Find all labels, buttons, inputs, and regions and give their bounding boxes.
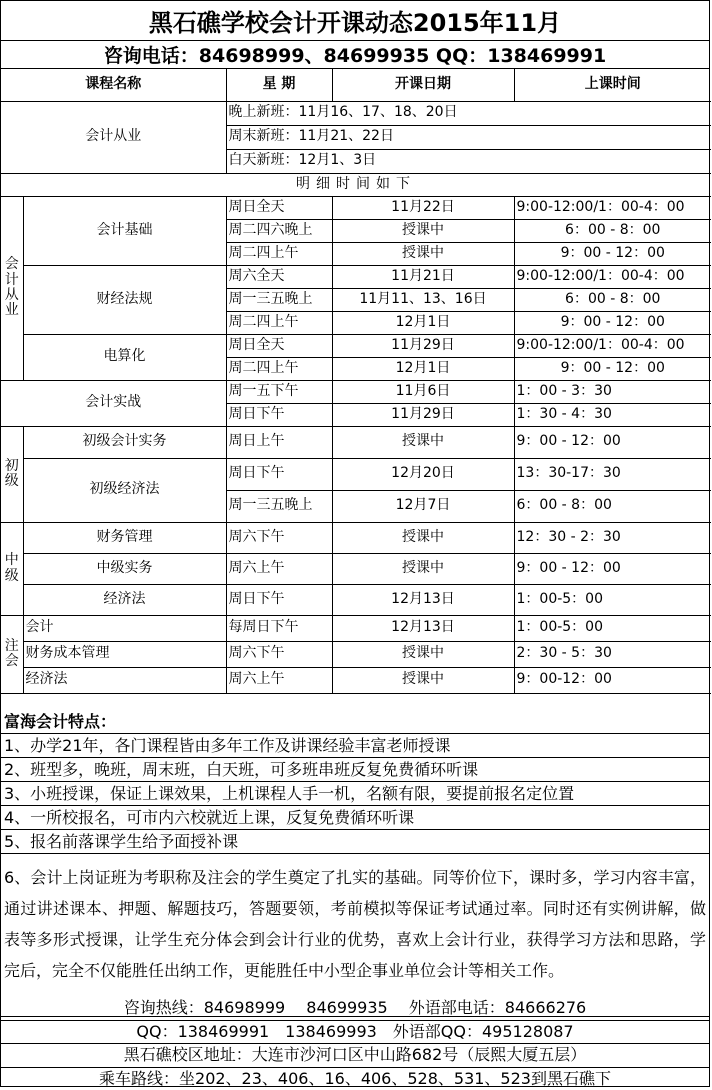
new-class-line: 白天新班：12月1、3日 (226, 149, 711, 173)
class-time-cell: 9:00-12:00/1：00-4：00 (514, 265, 711, 288)
class-time-cell: 9：00 - 12：00 (514, 553, 711, 584)
class-time-cell: 9：00 - 12：00 (514, 426, 711, 458)
weekday-cell: 周六上午 (226, 553, 332, 584)
weekday-cell: 周六下午 (226, 641, 332, 667)
class-time-cell: 6：00 - 8：00 (514, 219, 711, 242)
feature-item: 5、报名前落课学生给予面授补课 (1, 830, 709, 854)
class-time-cell: 1：00-5：00 (514, 615, 711, 641)
weekday-cell: 周六下午 (226, 522, 332, 553)
footer-contact (1, 997, 709, 1090)
feature-item: 4、一所校报名，可市内六校就近上课，反复免费循环听课 (1, 806, 709, 830)
weekday-cell: 周一五下午 (226, 380, 332, 403)
footer-hotline: 咨询热线：84698999 84699935 外语部电话：84666276 (1, 997, 709, 1021)
feature-item: 2、班型多，晚班，周末班，白天班，可多班串班反复免费循环听课 (1, 758, 709, 782)
start-date-cell: 12月13日 (332, 584, 514, 615)
class-time-cell: 9:00-12:00/1：00-4：00 (514, 334, 711, 357)
class-time-cell: 1：00-5：00 (514, 584, 711, 615)
weekday-cell: 周日上午 (226, 426, 332, 458)
class-time-cell: 12：30 - 2：30 (514, 522, 711, 553)
class-time-cell: 9：00 - 12：00 (514, 242, 711, 265)
course-name: 会计从业 (1, 101, 226, 173)
class-time-cell: 9：00 - 12：00 (514, 311, 711, 334)
start-date-cell: 授课中 (332, 242, 514, 265)
weekday-cell: 周二四上午 (226, 242, 332, 265)
course-name: 财经法规 (23, 265, 226, 334)
class-time-cell: 13：30-17：30 (514, 458, 711, 490)
weekday-cell: 周二四上午 (226, 311, 332, 334)
footer-qq: QQ：138469991 138469993 外语部QQ：495128087 (1, 1021, 709, 1045)
weekday-cell: 周一三五晚上 (226, 288, 332, 311)
course-name: 经济法 (23, 584, 226, 615)
class-time-cell: 9：00-12：00 (514, 667, 711, 693)
start-date-cell: 授课中 (332, 426, 514, 458)
course-name: 会计基础 (23, 196, 226, 265)
class-time-cell: 1：30 - 4：30 (514, 403, 711, 426)
class-time-cell: 2：30 - 5：30 (514, 641, 711, 667)
weekday-cell: 周日全天 (226, 196, 332, 219)
start-date-cell: 授课中 (332, 553, 514, 584)
course-name: 会计 (23, 615, 226, 641)
header-weekday: 星 期 (226, 69, 332, 101)
header-course-name: 课程名称 (1, 69, 226, 101)
course-name: 会计实战 (1, 380, 226, 426)
header-start-date: 开课日期 (332, 69, 514, 101)
weekday-cell: 周一三五晚上 (226, 490, 332, 522)
start-date-cell: 11月29日 (332, 334, 514, 357)
class-time-cell: 9:00-12:00/1：00-4：00 (514, 196, 711, 219)
course-name: 经济法 (23, 667, 226, 693)
weekday-cell: 周日下午 (226, 403, 332, 426)
footer-bus-route: 乘车路线：坐202、23、406、16、406、528、531、523到黑石礁下 (1, 1068, 709, 1090)
start-date-cell: 11月22日 (332, 196, 514, 219)
start-date-cell: 授课中 (332, 641, 514, 667)
start-date-cell: 授课中 (332, 667, 514, 693)
course-name: 初级会计实务 (23, 426, 226, 458)
group-label: 会计从业 (1, 196, 23, 380)
schedule-table (1, 69, 711, 694)
detail-note: 明细时间如下 (1, 173, 711, 196)
class-time-cell: 9：00 - 12：00 (514, 357, 711, 380)
start-date-cell: 11月6日 (332, 380, 514, 403)
new-class-line: 晚上新班：11月16、17、18、20日 (226, 101, 711, 125)
start-date-cell: 12月13日 (332, 615, 514, 641)
course-name: 初级经济法 (23, 458, 226, 522)
start-date-cell: 12月7日 (332, 490, 514, 522)
feature-item: 1、办学21年，各门课程皆由多年工作及讲课经验丰富老师授课 (1, 734, 709, 758)
start-date-cell: 授课中 (332, 219, 514, 242)
weekday-cell: 周日下午 (226, 584, 332, 615)
group-label: 注会 (1, 615, 23, 693)
page-title: 黑石礁学校会计开课动态2015年11月 (1, 1, 709, 41)
class-time-cell: 6：00 - 8：00 (514, 490, 711, 522)
weekday-cell: 周二四六晚上 (226, 219, 332, 242)
features-heading: 富海会计特点： (1, 711, 709, 734)
features-section (1, 711, 709, 1017)
weekday-cell: 周日下午 (226, 458, 332, 490)
feature-item: 3、小班授课，保证上课效果，上机课程人手一机，名额有限，要提前报名定位置 (1, 782, 709, 806)
course-name: 财务管理 (23, 522, 226, 553)
start-date-cell: 12月20日 (332, 458, 514, 490)
weekday-cell: 周二四上午 (226, 357, 332, 380)
start-date-cell: 11月21日 (332, 265, 514, 288)
weekday-cell: 周六上午 (226, 667, 332, 693)
weekday-cell: 每周日下午 (226, 615, 332, 641)
weekday-cell: 周日全天 (226, 334, 332, 357)
start-date-cell: 12月1日 (332, 357, 514, 380)
header-class-time: 上课时间 (514, 69, 711, 101)
start-date-cell: 11月29日 (332, 403, 514, 426)
course-name: 中级实务 (23, 553, 226, 584)
start-date-cell: 12月1日 (332, 311, 514, 334)
weekday-cell: 周六全天 (226, 265, 332, 288)
footer-address: 黑石礁校区地址：大连市沙河口区中山路682号（辰熙大厦五层） (1, 1044, 709, 1068)
class-time-cell: 6：00 - 8：00 (514, 288, 711, 311)
start-date-cell: 授课中 (332, 522, 514, 553)
class-time-cell: 1：00 - 3：30 (514, 380, 711, 403)
new-class-line: 周末新班：11月21、22日 (226, 125, 711, 149)
start-date-cell: 11月11、13、16日 (332, 288, 514, 311)
group-label: 初级 (1, 426, 23, 522)
group-label: 中级 (1, 522, 23, 615)
feature-item-6: 6、会计上岗证班为考职称及注会的学生奠定了扎实的基础。同等价位下，课时多，学习内容丰富，通过讲述课本、押题、解题技巧，答题要领，考前模拟等保证考试通过率。同时还有实例讲解，做表等多形式授课，让学生充分体会到会计行业的优势，喜欢上会计行业，获得学习方法和思路，学完后，完全不仅能胜任出纳工作，更能胜任中小型企事业单位会计等相关工作。 (1, 854, 709, 1017)
course-name: 财务成本管理 (23, 641, 226, 667)
contact-subtitle: 咨询电话：84698999、84699935 QQ：138469991 (1, 41, 709, 69)
course-name: 电算化 (23, 334, 226, 380)
